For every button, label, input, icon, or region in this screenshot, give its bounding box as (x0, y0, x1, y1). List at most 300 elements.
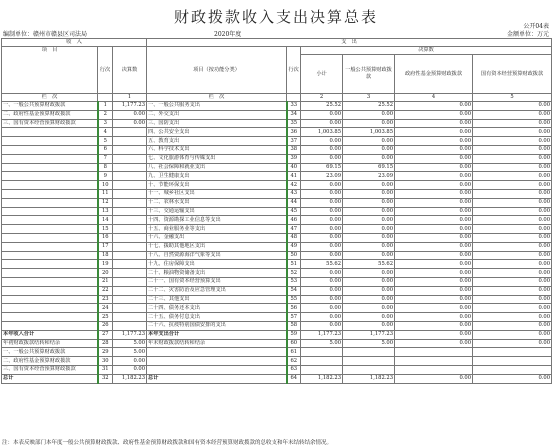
general-budget-cell: 1,177.23 (343, 330, 395, 339)
state-capital-cell: 0.00 (473, 207, 552, 216)
income-row-number: 13 (98, 207, 113, 216)
subtotal-cell: 0.00 (301, 119, 343, 128)
table-row (2, 313, 552, 322)
subtotal-cell: 0.00 (301, 295, 343, 304)
state-capital-cell: 0.00 (473, 102, 552, 111)
final-amount-header: 决算数 (301, 47, 552, 55)
gov-fund-cell: 0.00 (395, 286, 473, 295)
general-budget-cell: 0.00 (343, 277, 395, 286)
expense-item: 二十一、国有资本经营预算支出 (147, 277, 287, 286)
income-item (2, 128, 98, 137)
state-capital-cell: 0.00 (473, 321, 552, 330)
income-amount: 1,177.23 (113, 102, 147, 111)
table-row (2, 357, 552, 366)
income-item (2, 233, 98, 242)
state-capital-cell: 0.00 (473, 163, 552, 172)
state-capital-cell: 0.00 (473, 242, 552, 251)
general-budget-cell: 0.00 (343, 233, 395, 242)
income-row-number: 29 (98, 348, 113, 357)
gov-fund-cell: 0.00 (395, 145, 473, 154)
general-budget-cell: 0.00 (343, 286, 395, 295)
state-capital-cell: 0.00 (473, 233, 552, 242)
income-item (2, 251, 98, 260)
general-budget-cell: 55.62 (343, 260, 395, 269)
state-capital-cell (473, 357, 552, 366)
gov-fund-cell: 0.00 (395, 374, 473, 383)
expense-item: 二十六、抗疫特别国债安排的支出 (147, 321, 287, 330)
gov-fund-header: 政府性基金预算财政拨款 (395, 55, 473, 94)
table-row (2, 295, 552, 304)
expense-item: 本年支出合计 (147, 330, 287, 339)
subtotal-cell: 0.00 (301, 225, 343, 234)
table-row (2, 286, 552, 295)
subtotal-cell: 5.00 (301, 339, 343, 348)
income-item (2, 172, 98, 181)
income-item (2, 269, 98, 278)
income-row-number: 3 (98, 119, 113, 128)
table-row (2, 163, 552, 172)
expense-row-number: 36 (287, 128, 301, 137)
gov-fund-cell: 0.00 (395, 119, 473, 128)
table-row (2, 189, 552, 198)
gov-fund-cell: 0.00 (395, 181, 473, 190)
state-capital-cell: 0.00 (473, 110, 552, 119)
expense-row-number: 43 (287, 189, 301, 198)
general-budget-cell: 0.00 (343, 295, 395, 304)
table-row (2, 102, 552, 111)
expense-item: 十八、自然资源海洋气象等支出 (147, 251, 287, 260)
gov-fund-cell: 0.00 (395, 216, 473, 225)
table-row (2, 233, 552, 242)
general-budget-cell: 0.00 (343, 269, 395, 278)
income-amount (113, 128, 147, 137)
state-capital-cell: 0.00 (473, 277, 552, 286)
subtotal-cell: 0.00 (301, 207, 343, 216)
expense-row-number: 51 (287, 260, 301, 269)
expense-item: 十七、援助其他地区支出 (147, 242, 287, 251)
income-row-number: 24 (98, 304, 113, 313)
table-row (2, 154, 552, 163)
gov-fund-cell: 0.00 (395, 154, 473, 163)
table-row (2, 339, 552, 348)
subtotal-cell (301, 365, 343, 374)
income-item (2, 181, 98, 190)
table-row (2, 277, 552, 286)
gov-fund-cell: 0.00 (395, 198, 473, 207)
income-item (2, 295, 98, 304)
form-number: 公开04表 (523, 23, 549, 30)
expense-item (147, 348, 287, 357)
income-amount: 1,182.23 (113, 374, 147, 383)
expense-row-number: 38 (287, 145, 301, 154)
general-budget-cell: 0.00 (343, 207, 395, 216)
income-row-number: 17 (98, 242, 113, 251)
income-item (2, 286, 98, 295)
income-amount (113, 163, 147, 172)
subtotal-cell: 0.00 (301, 110, 343, 119)
expense-row-number: 45 (287, 207, 301, 216)
income-item (2, 154, 98, 163)
income-amount-header: 决算数 (113, 47, 147, 94)
expense-item: 二十二、灾害防治及应急管理支出 (147, 286, 287, 295)
state-capital-cell: 0.00 (473, 181, 552, 190)
income-item (2, 242, 98, 251)
income-amount (113, 286, 147, 295)
income-row-number: 15 (98, 225, 113, 234)
income-amount (113, 216, 147, 225)
state-capital-cell (473, 348, 552, 357)
expense-row-number: 52 (287, 269, 301, 278)
income-item: 三、国有资本经营预算财政拨款 (2, 119, 98, 128)
expense-item: 总计 (147, 374, 287, 383)
subtotal-cell: 0.00 (301, 242, 343, 251)
income-item (2, 260, 98, 269)
expense-item: 二十五、债务付息支出 (147, 313, 287, 322)
table-row (2, 365, 552, 374)
income-row-number: 4 (98, 128, 113, 137)
income-amount (113, 260, 147, 269)
subtotal-cell: 23.09 (301, 172, 343, 181)
table-row (2, 321, 552, 330)
gov-fund-cell: 0.00 (395, 313, 473, 322)
table-row (2, 110, 552, 119)
income-item (2, 189, 98, 198)
income-item (2, 198, 98, 207)
expense-item (147, 365, 287, 374)
expense-row-number: 47 (287, 225, 301, 234)
state-capital-cell: 0.00 (473, 286, 552, 295)
general-budget-header: 一般公共预算财政拨款 (343, 55, 395, 94)
state-capital-cell: 0.00 (473, 145, 552, 154)
expense-row-number: 34 (287, 110, 301, 119)
subtotal-cell: 0.00 (301, 216, 343, 225)
gov-fund-cell: 0.00 (395, 330, 473, 339)
income-amount (113, 172, 147, 181)
general-budget-cell: 23.09 (343, 172, 395, 181)
general-budget-cell: 0.00 (343, 251, 395, 260)
table-row (2, 181, 552, 190)
income-row-number: 19 (98, 260, 113, 269)
gov-fund-cell: 0.00 (395, 304, 473, 313)
expense-row-number: 42 (287, 181, 301, 190)
income-item (2, 216, 98, 225)
expense-row-number: 50 (287, 251, 301, 260)
expense-row-number: 46 (287, 216, 301, 225)
income-rowno-header: 行次 (98, 47, 113, 94)
income-item: 二、政府性基金预算财政拨款 (2, 357, 98, 366)
expense-row-number: 55 (287, 295, 301, 304)
gov-fund-cell: 0.00 (395, 339, 473, 348)
table-row (2, 207, 552, 216)
expense-item: 十六、金融支出 (147, 233, 287, 242)
state-capital-cell: 0.00 (473, 374, 552, 383)
expense-item: 六、科学技术支出 (147, 145, 287, 154)
income-row-number: 1 (98, 102, 113, 111)
state-capital-cell: 0.00 (473, 269, 552, 278)
income-amount (113, 304, 147, 313)
seq-col3: 3 (343, 94, 395, 102)
report-title: 财政拨款收入支出决算总表 (173, 8, 378, 26)
expense-row-number: 64 (287, 374, 301, 383)
income-item: 总计 (2, 374, 98, 383)
subtotal-cell: 25.52 (301, 102, 343, 111)
expense-item: 二十四、债务还本支出 (147, 304, 287, 313)
income-amount: 0.00 (113, 357, 147, 366)
gov-fund-cell: 0.00 (395, 295, 473, 304)
income-row-number: 9 (98, 172, 113, 181)
footnote: 注：本表反映部门本年度一般公共预算财政拨款、政府性基金预算财政拨款和国有资本经营预算财政拨款的总收支和年末结转结余情况。 (2, 440, 333, 446)
state-capital-cell: 0.00 (473, 137, 552, 146)
expense-item: 二、外交支出 (147, 110, 287, 119)
expense-row-number: 54 (287, 286, 301, 295)
seq-col2: 2 (301, 94, 343, 102)
state-capital-cell: 0.00 (473, 330, 552, 339)
state-capital-cell: 0.00 (473, 216, 552, 225)
income-amount (113, 251, 147, 260)
expense-item: 十一、城乡社区支出 (147, 189, 287, 198)
income-amount (113, 225, 147, 234)
subtotal-cell: 1,003.85 (301, 128, 343, 137)
subtotal-cell: 0.00 (301, 233, 343, 242)
general-budget-cell: 0.00 (343, 304, 395, 313)
table-row (2, 304, 552, 313)
gov-fund-cell: 0.00 (395, 321, 473, 330)
income-amount (113, 189, 147, 198)
expense-row-number: 49 (287, 242, 301, 251)
income-row-number: 27 (98, 330, 113, 339)
gov-fund-cell: 0.00 (395, 163, 473, 172)
expense-row-number: 40 (287, 163, 301, 172)
subtotal-cell: 0.00 (301, 145, 343, 154)
table-row (2, 260, 552, 269)
gov-fund-cell: 0.00 (395, 207, 473, 216)
income-item (2, 137, 98, 146)
income-item: 一、一般公共预算财政拨款 (2, 348, 98, 357)
income-item (2, 304, 98, 313)
expense-row-number: 58 (287, 321, 301, 330)
income-amount: 0.00 (113, 110, 147, 119)
table-row (2, 225, 552, 234)
income-row-number: 31 (98, 365, 113, 374)
income-amount (113, 198, 147, 207)
gov-fund-cell: 0.00 (395, 128, 473, 137)
subtotal-cell: 0.00 (301, 321, 343, 330)
income-amount: 1,177.23 (113, 330, 147, 339)
income-item (2, 277, 98, 286)
expense-item (147, 357, 287, 366)
expense-row-number: 35 (287, 119, 301, 128)
income-row-number: 32 (98, 374, 113, 383)
income-row-number: 18 (98, 251, 113, 260)
expense-item: 十、节能环保支出 (147, 181, 287, 190)
gov-fund-cell: 0.00 (395, 277, 473, 286)
income-row-number: 6 (98, 145, 113, 154)
income-item (2, 225, 98, 234)
general-budget-cell: 69.15 (343, 163, 395, 172)
subtotal-cell: 69.15 (301, 163, 343, 172)
subtotal-cell: 0.00 (301, 304, 343, 313)
expense-row-number: 53 (287, 277, 301, 286)
income-item: 二、政府性基金预算财政拨款 (2, 110, 98, 119)
gov-fund-cell: 0.00 (395, 225, 473, 234)
seq-col5: 5 (473, 94, 552, 102)
unit-label: 编制单位：赣州市赣县区司法局 (3, 31, 88, 38)
general-budget-cell: 0.00 (343, 313, 395, 322)
income-row-number: 12 (98, 198, 113, 207)
expense-item: 七、文化旅游体育与传媒支出 (147, 154, 287, 163)
income-item: 本年收入合计 (2, 330, 98, 339)
income-row-number: 23 (98, 295, 113, 304)
subtotal-cell: 0.00 (301, 137, 343, 146)
subtotal-cell: 0.00 (301, 269, 343, 278)
gov-fund-cell: 0.00 (395, 102, 473, 111)
expense-row-number: 61 (287, 348, 301, 357)
income-row-number: 10 (98, 181, 113, 190)
seq-col4: 4 (395, 94, 473, 102)
general-budget-cell: 0.00 (343, 137, 395, 146)
expense-item: 年末财政拨款结转和结余 (147, 339, 287, 348)
expense-row-number: 37 (287, 137, 301, 146)
subtotal-cell: 0.00 (301, 313, 343, 322)
expense-row-number: 62 (287, 357, 301, 366)
table-row (2, 119, 552, 128)
state-capital-cell: 0.00 (473, 304, 552, 313)
income-item: 年初财政拨款结转和结余 (2, 339, 98, 348)
income-amount: 5.00 (113, 339, 147, 348)
expense-item: 八、社会保障和就业支出 (147, 163, 287, 172)
table-row (2, 242, 552, 251)
general-budget-cell: 1,003.85 (343, 128, 395, 137)
state-capital-cell: 0.00 (473, 198, 552, 207)
expense-row-number: 57 (287, 313, 301, 322)
general-budget-cell (343, 348, 395, 357)
expense-item: 十三、交通运输支出 (147, 207, 287, 216)
income-row-number: 16 (98, 233, 113, 242)
gov-fund-cell: 0.00 (395, 172, 473, 181)
subtotal-cell: 0.00 (301, 189, 343, 198)
general-budget-cell: 0.00 (343, 225, 395, 234)
year-label: 2020年度 (214, 31, 242, 38)
expense-row-number: 33 (287, 102, 301, 111)
expense-item: 十二、农林水支出 (147, 198, 287, 207)
gov-fund-cell (395, 348, 473, 357)
table-row (2, 374, 552, 383)
expense-row-number: 60 (287, 339, 301, 348)
subtotal-header: 小计 (301, 55, 343, 94)
income-amount (113, 154, 147, 163)
income-row-number: 21 (98, 277, 113, 286)
expense-row-number: 48 (287, 233, 301, 242)
state-capital-cell: 0.00 (473, 128, 552, 137)
gov-fund-cell: 0.00 (395, 269, 473, 278)
expense-item: 二十、粮油物资储备支出 (147, 269, 287, 278)
gov-fund-cell: 0.00 (395, 233, 473, 242)
general-budget-cell: 0.00 (343, 154, 395, 163)
general-budget-cell: 0.00 (343, 189, 395, 198)
func-item-header: 项目（按功能分类） (147, 47, 287, 94)
expense-row-number: 56 (287, 304, 301, 313)
income-item (2, 313, 98, 322)
expense-item: 一、一般公共服务支出 (147, 102, 287, 111)
expense-item: 四、公共安全支出 (147, 128, 287, 137)
expense-item: 十四、资源勘探工业信息等支出 (147, 216, 287, 225)
subtotal-cell: 1,182.23 (301, 374, 343, 383)
table-row (2, 137, 552, 146)
state-capital-cell: 0.00 (473, 260, 552, 269)
subtotal-cell: 0.00 (301, 251, 343, 260)
expense-item: 三、国防支出 (147, 119, 287, 128)
income-amount: 5.00 (113, 348, 147, 357)
income-item-header: 项 目 (2, 47, 98, 94)
general-budget-cell: 0.00 (343, 216, 395, 225)
general-budget-cell: 25.52 (343, 102, 395, 111)
state-capital-cell: 0.00 (473, 251, 552, 260)
income-item (2, 145, 98, 154)
seq-label-left: 栏 次 (2, 94, 98, 102)
income-amount (113, 145, 147, 154)
general-budget-cell: 0.00 (343, 181, 395, 190)
table-row (2, 145, 552, 154)
gov-fund-cell: 0.00 (395, 242, 473, 251)
expense-item: 五、教育支出 (147, 137, 287, 146)
income-item (2, 207, 98, 216)
subtotal-cell: 0.00 (301, 277, 343, 286)
state-capital-cell: 0.00 (473, 295, 552, 304)
income-row-number: 26 (98, 321, 113, 330)
income-amount (113, 207, 147, 216)
income-row-number: 11 (98, 189, 113, 198)
gov-fund-cell (395, 365, 473, 374)
general-budget-cell: 0.00 (343, 119, 395, 128)
state-capital-header: 国有资本经营预算财政拨款 (473, 55, 552, 94)
gov-fund-cell: 0.00 (395, 189, 473, 198)
expense-row-number: 63 (287, 365, 301, 374)
income-row-number: 5 (98, 137, 113, 146)
currency-label: 金额单位：万元 (506, 31, 549, 38)
expense-item: 十五、商业服务业等支出 (147, 225, 287, 234)
income-row-number: 22 (98, 286, 113, 295)
state-capital-cell: 0.00 (473, 313, 552, 322)
table-row (2, 216, 552, 225)
income-amount (113, 181, 147, 190)
table-row (2, 330, 552, 339)
expense-item: 九、卫生健康支出 (147, 172, 287, 181)
table-row (2, 198, 552, 207)
income-row-number: 2 (98, 110, 113, 119)
subtotal-cell: 55.62 (301, 260, 343, 269)
gov-fund-cell: 0.00 (395, 110, 473, 119)
income-amount: 0.00 (113, 365, 147, 374)
expense-row-number: 44 (287, 198, 301, 207)
expense-row-number: 39 (287, 154, 301, 163)
income-item: 三、国有资本经营预算财政拨款 (2, 365, 98, 374)
income-amount (113, 242, 147, 251)
gov-fund-cell (395, 357, 473, 366)
income-amount (113, 321, 147, 330)
general-budget-cell (343, 357, 395, 366)
subtotal-cell: 0.00 (301, 198, 343, 207)
income-row-number: 28 (98, 339, 113, 348)
state-capital-cell: 0.00 (473, 225, 552, 234)
general-budget-cell: 0.00 (343, 242, 395, 251)
income-item: 一、一般公共预算财政拨款 (2, 102, 98, 111)
expense-row-number: 41 (287, 172, 301, 181)
state-capital-cell: 0.00 (473, 154, 552, 163)
income-row-number: 25 (98, 313, 113, 322)
gov-fund-cell: 0.00 (395, 137, 473, 146)
income-item (2, 321, 98, 330)
income-row-number: 20 (98, 269, 113, 278)
